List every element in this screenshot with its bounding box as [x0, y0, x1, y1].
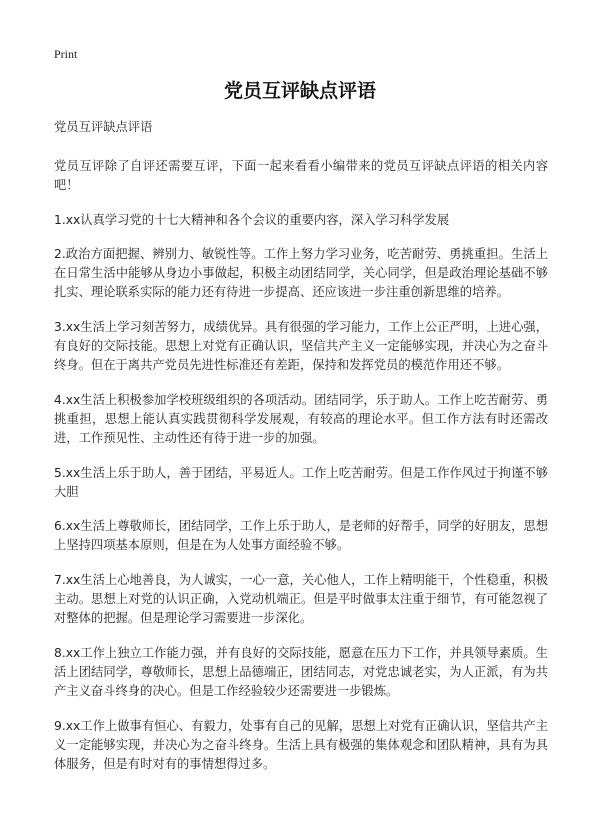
paragraph-2: 2.政治方面把握、辨别力、敏锐性等。工作上努力学习业务，吃苦耐劳、勇挑重担。生活上在日常生活中能够从身边小事做起，积极主动团结同学，关心同学，但是政治理论基础不够扎实、理论联系实际的能力还有待进一步提高、还应该进一步注重创新思维的培养。 [54, 246, 548, 300]
document-body [54, 118, 548, 789]
paragraph-intro: 党员互评除了自评还需要互评，下面一起来看看小编带来的党员互评缺点评语的相关内容吧！ [54, 159, 548, 193]
print-link[interactable]: Print [54, 47, 78, 61]
paragraph-3: 3.xx生活上学习刻苦努力，成绩优异。具有很强的学习能力，工作上公正严明，上进心强，有良好的交际技能。思想上对党有正确认识，坚信共产主义一定能够实现，并决心为之奋斗终身。但在于离共产党员先进性标准还有差距，保持和发挥党员的模范作用还不够。 [54, 319, 548, 373]
paragraph-9: 9.xx工作上做事有恒心、有毅力，处事有自己的见解，思想上对党有正确认识，坚信共产主义一定能够实现，并决心为之奋斗终身。生活上具有极强的集体观念和团队精神，具有为具体服务，但是有时对有的事情想得过多。 [54, 718, 548, 772]
paragraph-1: 1.xx认真学习党的十七大精神和各个会议的重要内容，深入学习科学发展 [54, 212, 450, 227]
paragraph-5: 5.xx生活上乐于助人，善于团结，平易近人。工作上吃苦耐劳。但是工作作风过于拘谨不够大胆 [54, 465, 548, 499]
page-title: 党员互评缺点评语 [223, 80, 376, 102]
paragraph-6: 6.xx生活上尊敬师长，团结同学，工作上乐于助人，是老师的好帮手，同学的好朋友，思想上坚持四项基本原则，但是在为人处事方面经验不够。 [54, 519, 548, 553]
paragraph-7: 7.xx生活上心地善良，为人诚实，一心一意，关心他人，工作上精明能干，个性稳重，积极主动。思想上对党的认识正确，入党动机端正。但是平时做事太注重于细节，有可能忽视了对整体的把握。但是理论学习需要进一步深化。 [54, 572, 548, 626]
paragraph-4: 4.xx生活上积极参加学校班级组织的各项活动。团结同学，乐于助人。工作上吃苦耐劳、勇挑重担，思想上能认真实践贯彻科学发展观，有较高的理论水平。但工作方法有时还需改进，工作预见性、主动性还有待于进一步的加强。 [54, 392, 548, 446]
document-subtitle: 党员互评缺点评语 [54, 120, 153, 134]
paragraph-8: 8.xx工作上独立工作能力强，并有良好的交际技能，愿意在压力下工作，并具领导素质。生活上团结同学，尊敬师长，思想上品德端正，团结同志，对党忠诚老实，为人正派，有为共产主义奋斗终身的决心。但是工作经验较少还需要进一步锻炼。 [54, 645, 548, 699]
